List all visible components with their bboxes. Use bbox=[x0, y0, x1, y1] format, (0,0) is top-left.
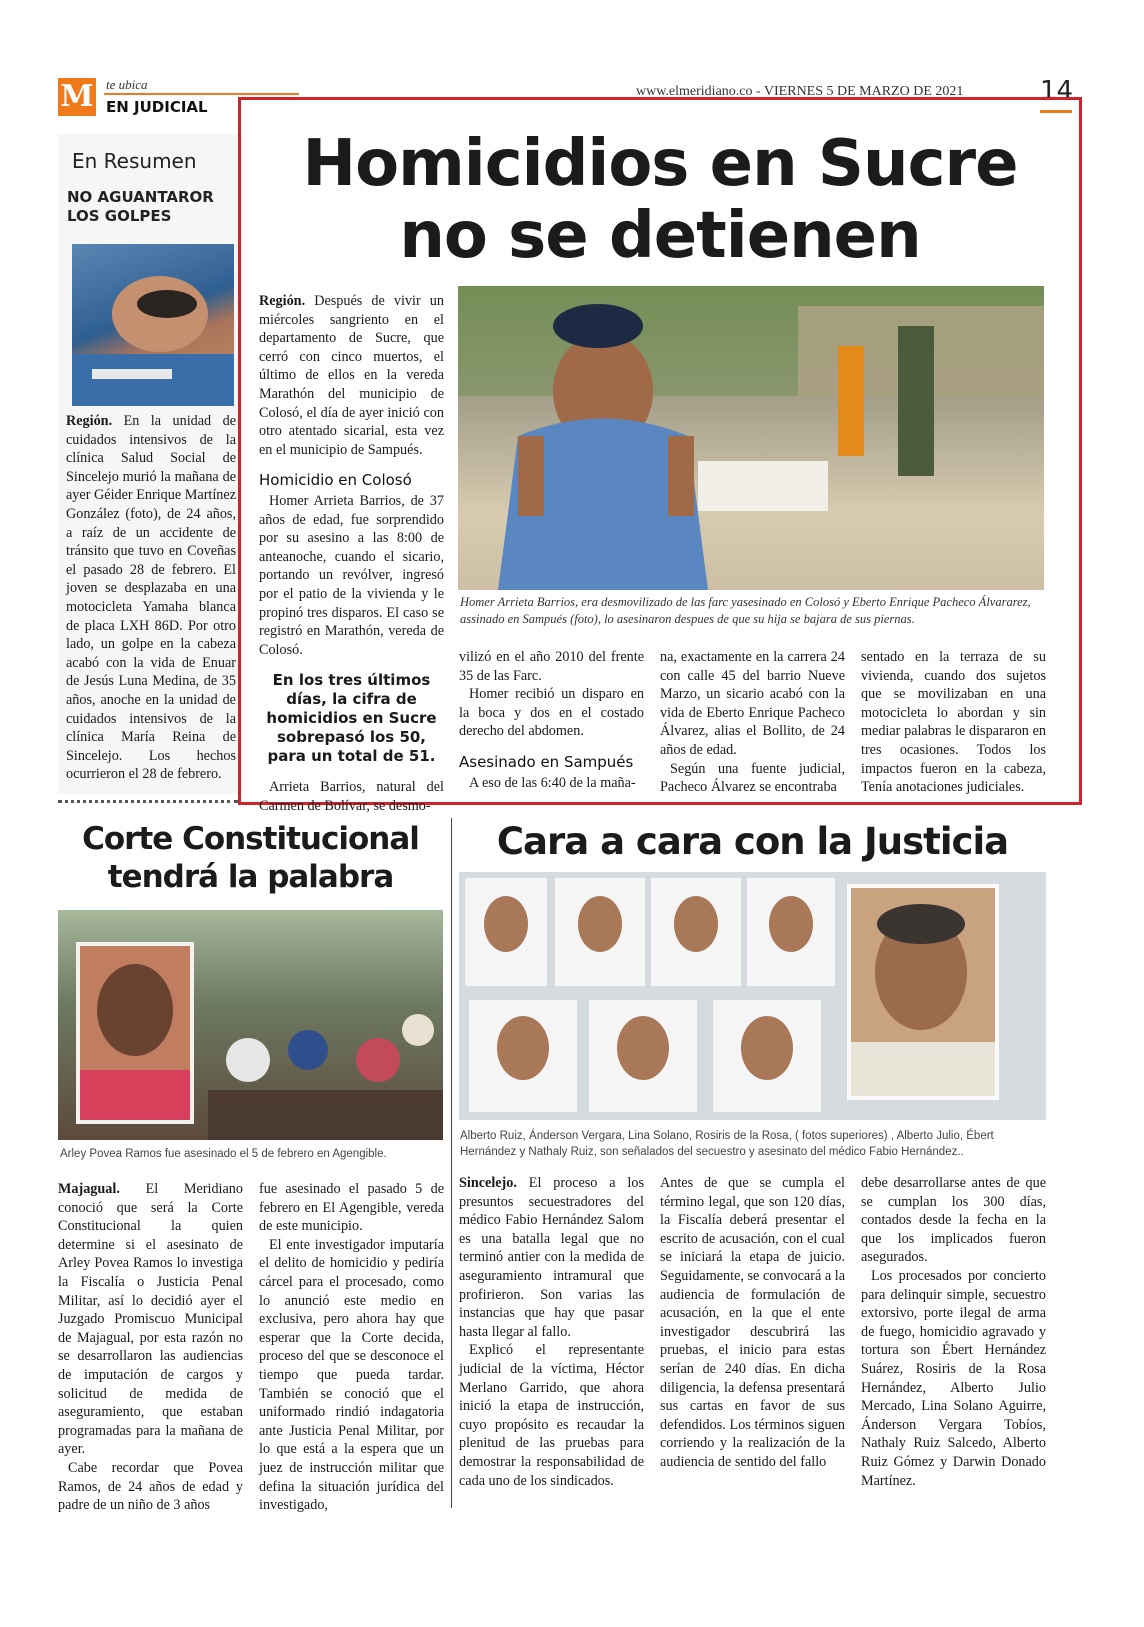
cara-col1-p2: Explicó el representante judicial de la víctima, Héctor Merlano Garrido, que ahora inició la etapa de instrucción, cuyo propósito es recaudar la plenitud de las pruebas para demostrar la responsabilidad de cada uno de los sindicados. bbox=[459, 1342, 644, 1489]
corte-lead: Majagual. bbox=[58, 1181, 120, 1197]
crowd-photo-icon bbox=[58, 910, 443, 1140]
summary-title: En Resumen bbox=[72, 149, 197, 173]
patient-photo-icon bbox=[72, 244, 234, 406]
suspects-photo-icon bbox=[459, 872, 1046, 1120]
main-col2-p1: vilizó en el año 2010 del frente 35 de las Farc. bbox=[459, 649, 644, 684]
corte-col1-p2: Cabe recordar que Povea Ramos, de 24 años de edad y padre de un niño de 3 años bbox=[58, 1459, 243, 1514]
section-tag: te ubica bbox=[106, 77, 148, 92]
cara-col3 bbox=[861, 1174, 1046, 1490]
cara-headline: Cara a cara con la Justicia bbox=[496, 820, 1009, 863]
cara-col1 bbox=[459, 1174, 644, 1490]
section-name: EN JUDICIAL bbox=[106, 98, 208, 116]
main-col2-p2: Homer recibió un disparo en la boca y dos en el costado derecho del abdomen. bbox=[459, 686, 644, 740]
section-divider bbox=[58, 800, 238, 803]
summary-lead: Región. bbox=[66, 413, 113, 429]
corte-headline-line1: Corte Constitucional bbox=[82, 821, 419, 857]
cara-col2 bbox=[660, 1174, 845, 1472]
cara-col1-p1: El proceso a los presuntos secuestradores del médico Fabio Hernández Salom es una batalla legal que no terminó antier con la medida de aseguramiento intramural que profirieron. Son varias las instancias que hay que pasar hasta llegar al fallo. bbox=[459, 1175, 644, 1340]
section-underline bbox=[104, 93, 299, 95]
site-and-date: www.elmeridiano.co - VIERNES 5 DE MARZO DE 2021 bbox=[636, 84, 964, 99]
cara-col3-p1: debe desarrollarse antes de que se cumplan los 300 días, contados desde la fecha en la que los implicados fueron asegurados. bbox=[861, 1175, 1046, 1266]
corte-col2-p2: El ente investigador imputaría el delito de homicidio y pediría cárcel para el procesado, como lo anunció este medio en exclusiva, pero ahora hay que esperar que la Corte decida, proceso del que se desconoce el tiempo que pueda tardar. También se conoció que el uniformado rindió indagatoria ante Justicia Penal Militar, por lo que está a la espera que un juez de instrucción militar que defina la situación jurídica del investigado, bbox=[259, 1236, 444, 1514]
main-photo-caption: Homer Arrieta Barrios, era desmovilizado de las farc yasesinado en Colosó y Eberto Enrique Pacheco Álvararez, assinado en Sampués (foto), lo asesinaron despues de que su hija se bajara de sus piernas. bbox=[460, 595, 1031, 626]
main-col2 bbox=[459, 648, 644, 792]
cara-photo bbox=[459, 872, 1046, 1120]
main-headline-line2: no se detienen bbox=[399, 199, 921, 273]
summary-headline: NO AGUANTAROR LOS GOLPES bbox=[67, 188, 214, 225]
main-headline-line1: Homicidios en Sucre bbox=[302, 127, 1018, 201]
corte-col1 bbox=[58, 1180, 243, 1515]
corte-col1-p1: El Meridiano conoció que será la Corte Constitucional la quien determine si el asesinato de Arley Povea Ramos lo investiga la Fiscalía o Justicia Penal Militar, así lo decidió ayer el Juzgado Promiscuo Municipal de Majagual, por esta razón no se desarrollaron las audiencias de imputación de cargos y solicitud de medida de aseguramiento, que estaban programadas para la mañana de ayer. bbox=[58, 1181, 243, 1458]
main-col4-p1: sentado en la terraza de su vivienda, cuando dos sujetos que se movilizaban en una motocicleta lo abordan y sin mediar palabras le dispararon en tres ocasiones. Todos los impactos fueron en la cabeza, Tenía anotaciones judiciales. bbox=[861, 649, 1046, 796]
main-col3 bbox=[660, 648, 845, 797]
main-lead: Región. bbox=[259, 293, 306, 309]
column-divider bbox=[451, 818, 452, 1508]
corte-col2-p1: fue asesinado el pasado 5 de febrero en El Agengible, vereda de este municipio. bbox=[259, 1181, 444, 1235]
main-col3-p1: na, exactamente en la carrera 24 con calle 45 del barrio Nueve Marzo, un sicario acabó con la vida de Eberto Enrique Pacheco Álvarez, alias el Bollito, de 24 años de edad. bbox=[660, 649, 845, 758]
cara-col2-p1: Antes de que se cumpla el término legal, que son 120 días, la Fiscalía deberá presentar el escrito de acusación, con el cual se iniciará la etapa de juicio. Seguidamente, se convocará a la audiencia de formulación de acusación, en la que el ente investigador descubrirá las pruebas, el inicio para estas serían de 240 días. En dicha diligencia, la defensa presentará sus cartas en favor de sus defendidos. Los términos siguen corriendo y la realización de la audiencia de sentido del fallo bbox=[660, 1175, 845, 1470]
corte-photo bbox=[58, 910, 443, 1140]
cara-photo-caption: Alberto Ruiz, Ánderson Vergara, Lina Solano, Rosiris de la Rosa, ( fotos superiores) , Alberto Julio, Ébert Hernández y Nathaly Ruiz, son señalados del secuestro y asesinato del médico Fabio Hernández.. bbox=[460, 1130, 994, 1158]
main-intro: Después de vivir un miércoles sangriento en el departamento de Sucre, que cerró con cinco muertos, el último de ellos en la vereda Marathón del municipio de Colosó, el día de ayer inició con otro atentado sicarial, esta vez en el municipio de Sampués. bbox=[259, 293, 444, 458]
main-col2-p3: A eso de las 6:40 de la maña- bbox=[469, 774, 636, 791]
summary-text: En la unidad de cuidados intensivos de la clínica Salud Social de Sincelejo murió la mañana de ayer Géider Enrique Martínez González (foto), de 24 años, a raíz de un accidente de tránsito que tuvo en Coveñas el pasado 28 de febrero. El joven se desplazaba en una motocicleta Yamaha blanca de placa LXH 86D. Por otro lado, un golpe en la cabeza acabó con la vida de Enuar de Jesús Luna Medina, de 35 años, anoche en la unidad de cuidados intensivos de la clínica María Reina de Sincelejo. Los hechos ocurrieron el 28 de febrero. bbox=[66, 413, 236, 783]
summary-photo bbox=[72, 244, 234, 406]
cara-col3-p2: Los procesados por concierto para delinquir simple, secuestro extorsivo, porte ilegal de arma de fuego, homicidio agravado y tortura son Ébert Hernández Suárez, Rosiris de la Rosa Hernández, Alberto Julio Mercado, Lina Solano Aguirre, Ánderson Vergara Tobíos, Nathaly Ruiz Salcedo, Alberto Ruiz Gómez y Darwin Donado Martínez. bbox=[861, 1267, 1046, 1489]
main-col3-p2: Según una fuente judicial, Pacheco Álvarez se encontraba bbox=[660, 760, 845, 796]
page-number: 14 bbox=[1040, 76, 1074, 106]
corte-photo-caption: Arley Povea Ramos fue asesinado el 5 de febrero en Agengible. bbox=[60, 1148, 387, 1160]
main-para1: Homer Arrieta Barrios, de 37 años de edad, fue sorprendido por su asesino a las 8:00 de anteanoche, cuando el sicario, portando un revólver, ingresó por el patio de la vivienda y le propinó tres disparos. El caso se registró en Marathón, vereda de Colosó. bbox=[259, 492, 444, 658]
corte-col2 bbox=[259, 1180, 444, 1515]
victim-photo-icon bbox=[458, 286, 1044, 590]
summary-body bbox=[66, 412, 236, 784]
section-logo bbox=[58, 78, 96, 116]
subhead-sampues: Asesinado en Sampués bbox=[459, 752, 634, 771]
main-para2: Arrieta Barrios, natural del Carmen de Bolívar, se desmo- bbox=[259, 779, 444, 814]
cara-lead: Sincelejo. bbox=[459, 1175, 517, 1191]
main-col4 bbox=[861, 648, 1046, 797]
subhead-coloso: Homicidio en Colosó bbox=[259, 471, 412, 490]
pullquote: En los tres últimos días, la cifra de homicidios en Sucre sobrepasó los 50, para un total de 51. bbox=[266, 671, 437, 766]
main-col1 bbox=[259, 292, 444, 815]
main-photo bbox=[458, 286, 1044, 590]
logo-letter: M bbox=[60, 79, 94, 114]
corte-headline-line2: tendrá la palabra bbox=[107, 859, 394, 895]
